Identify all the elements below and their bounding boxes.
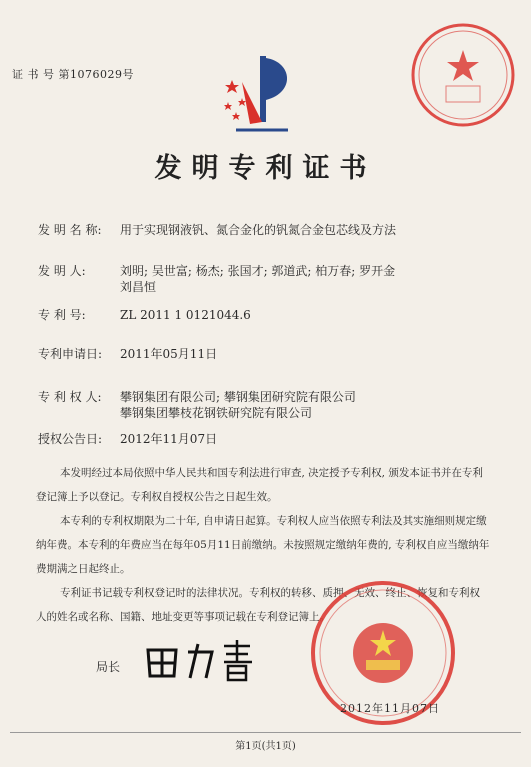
grant-date-row	[38, 430, 218, 448]
patent-number-label: 专 利 号:	[38, 308, 86, 322]
director-signature	[140, 636, 260, 686]
certificate-number: 证 书 号 第1076029号	[12, 68, 134, 81]
patent-office-emblem-icon	[222, 52, 302, 134]
page-footer: 第1页(共1页)	[235, 741, 296, 752]
patentee-value-2: 攀钢集团攀枝花钢铁研究院有限公司	[120, 406, 313, 420]
invention-name-label: 发 明 名 称:	[38, 223, 102, 237]
inventor-label: 发 明 人:	[38, 264, 86, 278]
invention-name-value: 用于实现钢液钒、氮合金化的钒氮合金包芯线及方法	[120, 223, 397, 237]
invention-name-row	[38, 221, 397, 239]
patentee-label: 专 利 权 人:	[38, 390, 102, 404]
patent-number-value: ZL 2011 1 0121044.6	[120, 308, 251, 322]
inventor-row-2	[38, 278, 157, 296]
body-paragraph-1: 本发明经过本局依照中华人民共和国专利法进行审查, 决定授予专利权, 颁发本证书并在专利登记簿上予以登记。专利权自授权公告之日起生效。	[36, 467, 483, 503]
grant-date-value: 2012年11月07日	[120, 432, 218, 446]
inventor-value-2: 刘昌恒	[120, 280, 157, 294]
body-paragraph-2: 本专利的专利权期限为二十年, 自申请日起算。专利权人应当依照专利法及其实施细则规定缴纳年费。本专利的年费应当在每年05月11日前缴纳。未按照规定缴纳年费的, 专利权自应当缴纳年费期满之日起终止。	[36, 515, 490, 575]
inventor-value: 刘明; 吴世富; 杨杰; 张国才; 郭道武; 柏万春; 罗开金	[120, 264, 396, 278]
body-paragraph-3: 专利证书记载专利权登记时的法律状况。专利权的转移、质押、无效、终止、恢复和专利权人的姓名或名称、国籍、地址变更等事项记载在专利登记簿上。	[36, 587, 480, 623]
patentee-value: 攀钢集团有限公司; 攀钢集团研究院有限公司	[120, 390, 356, 404]
footer-divider	[10, 732, 521, 733]
application-date-label: 专利申请日:	[38, 347, 103, 361]
issue-date: 2012年11月07日	[340, 702, 440, 715]
patent-number-row	[38, 306, 251, 324]
director-label: 局长	[96, 660, 121, 674]
application-date-value: 2011年05月11日	[120, 347, 218, 361]
grant-date-label: 授权公告日:	[38, 432, 103, 446]
page-title: 发明专利证书	[154, 153, 377, 184]
application-date-row	[38, 345, 218, 363]
agency-stamp-top	[408, 20, 518, 130]
patentee-row-2	[38, 404, 313, 422]
